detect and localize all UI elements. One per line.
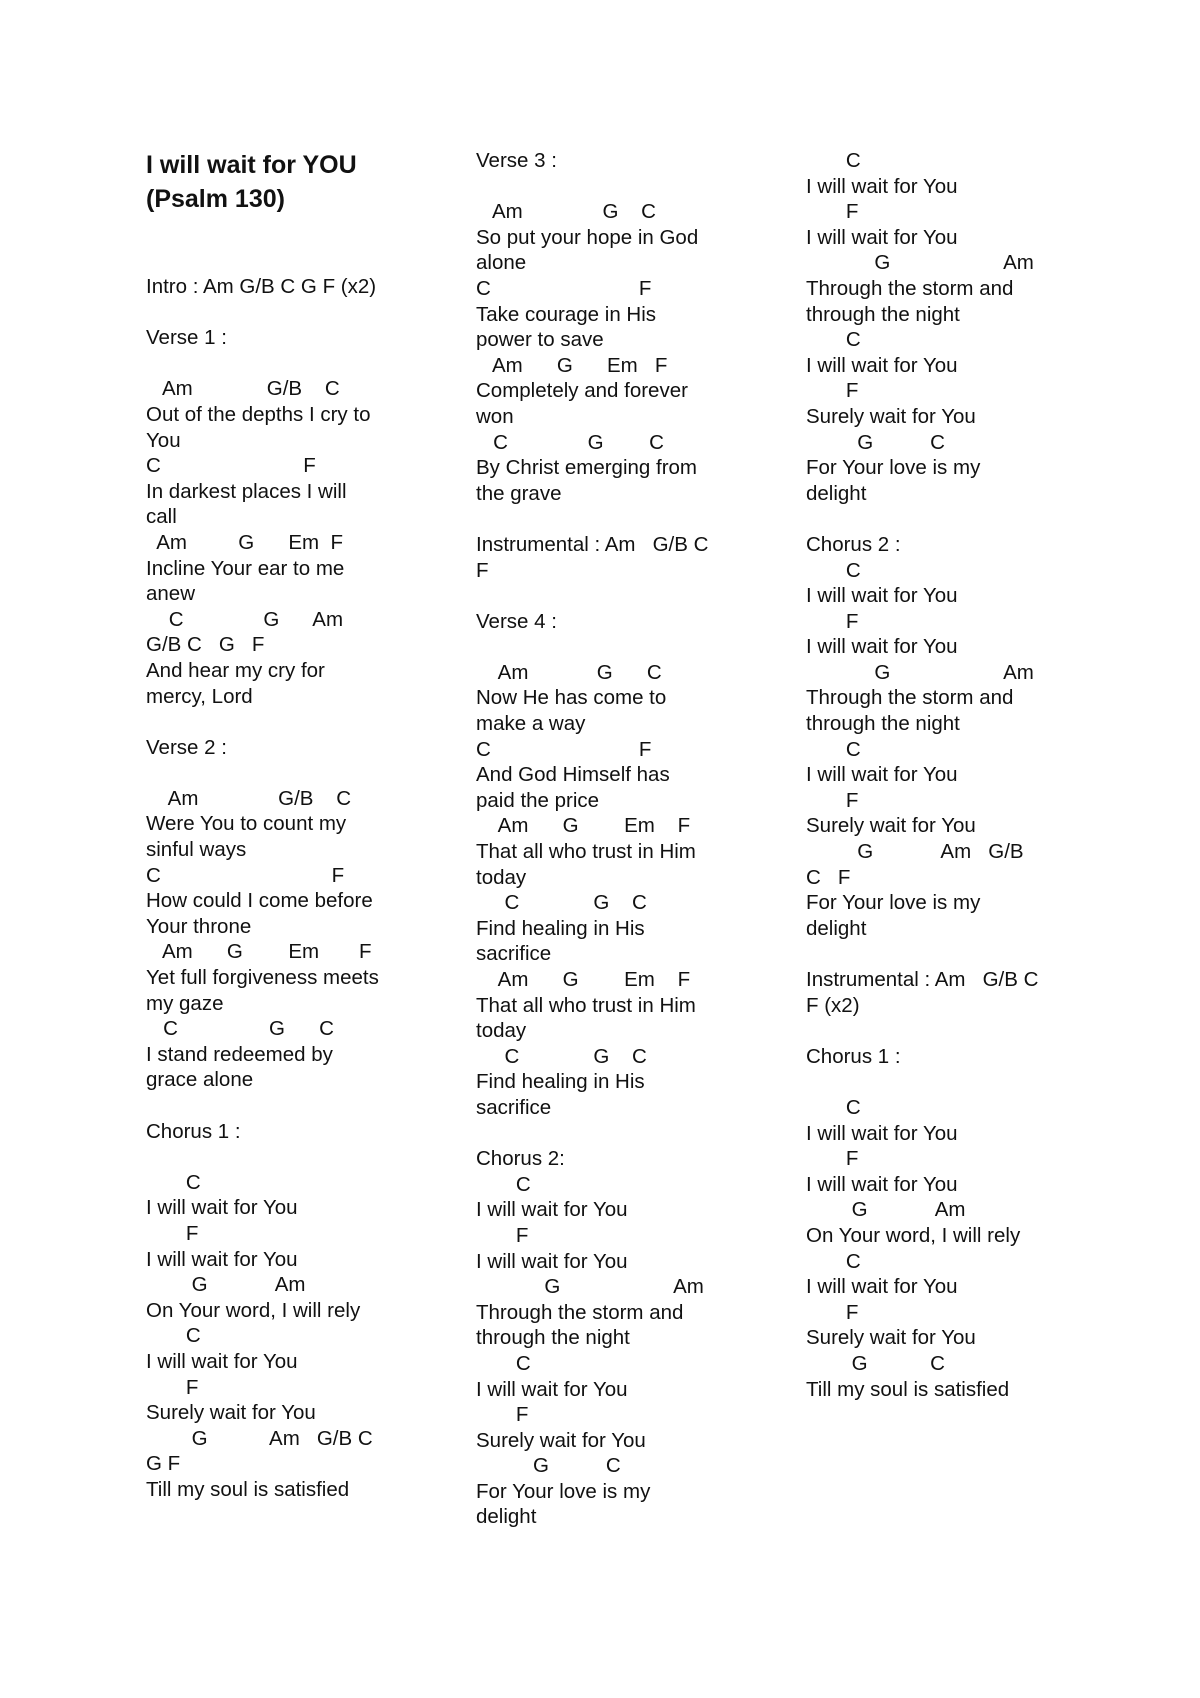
text-line: today [476,865,527,889]
text-line: And hear my cry for [146,658,325,682]
text-line: my gaze [146,991,224,1015]
text-line: I will wait for You [806,635,958,659]
text-line: That all who trust in Him [476,840,696,864]
text-line: So put your hope in God [476,225,699,249]
text-line: G Am [146,1273,306,1297]
text-line: Chorus 2: [476,1147,565,1171]
column-1-lines [146,274,456,1503]
text-line: F [806,1147,859,1171]
text-line: I will wait for You [806,763,958,787]
text-line: grace alone [146,1068,254,1092]
text-line: I will wait for You [476,1249,628,1273]
text-line: Chorus 2 : [806,532,901,556]
text-line: How could I come before [146,889,373,913]
text-line: Till my soul is satisfied [806,1377,1010,1401]
text-line: Find healing in His [476,1070,645,1094]
text-line: C F [476,276,652,300]
text-line: F [476,558,489,582]
blank-line [146,351,456,377]
text-line: And God Himself has [476,763,670,787]
text-line: the grave [476,481,562,505]
text-line: C [806,1249,861,1273]
column-2-lines [476,148,786,1530]
text-line: Am G Em F [476,814,691,838]
text-line: G Am [806,251,1034,275]
text-line: F [806,1300,859,1324]
text-line: through the night [476,1326,630,1350]
text-line: paid the price [476,788,600,812]
text-line: I will wait for You [806,225,958,249]
text-line: I will wait for You [806,1121,958,1145]
text-line: Through the storm and [476,1300,684,1324]
text-line: G Am G/B C [146,1426,373,1450]
text-line: G Am [806,1198,966,1222]
text-line: Take courage in His [476,302,657,326]
text-line: Surely wait for You [806,404,976,428]
text-line: Verse 3 : [476,149,557,172]
text-line: For Your love is my [476,1479,651,1503]
text-line: I will wait for You [806,1275,958,1299]
text-line: For Your love is my [806,456,981,480]
blank-line [476,1121,786,1147]
text-line: through the night [806,712,960,736]
text-line: I will wait for You [806,174,958,198]
text-line: Till my soul is satisfied [146,1477,350,1501]
text-line: Incline Your ear to me [146,556,345,580]
blank-line [476,634,786,660]
text-line: C [806,558,861,582]
text-line: C [806,149,861,172]
text-line: Verse 2 : [146,735,227,759]
text-line: I will wait for You [806,1172,958,1196]
text-line: anew [146,582,196,606]
blank-line [146,709,456,735]
text-line: Surely wait for You [146,1401,316,1425]
text-line: Through the storm and [806,686,1014,710]
column-1 [146,148,456,1503]
text-line: I will wait for You [806,584,958,608]
text-line: Through the storm and [806,276,1014,300]
text-line: I will wait for You [146,1349,298,1373]
blank-line [476,506,786,532]
text-line: Am G Em F [146,940,372,964]
text-line: Am G C [476,660,662,684]
text-line: G C [806,1351,945,1375]
text-line: G Am G/B [806,840,1024,864]
text-line: Verse 1 : [146,326,227,350]
text-line: I stand redeemed by [146,1042,333,1066]
text-line: I will wait for You [806,353,958,377]
text-line: Am G/B C [146,377,340,401]
text-line: Out of the depths I cry to [146,402,371,426]
text-line: C G C [146,1017,334,1041]
blank-line [806,941,1116,967]
text-line: C [806,328,861,352]
text-line: mercy, Lord [146,684,253,708]
text-line: For Your love is my [806,891,981,915]
text-line: C F [146,863,345,887]
text-line: Surely wait for You [806,1326,976,1350]
song-title: I will wait for YOU (Psalm 130) [146,151,357,213]
text-line: F [146,1375,199,1399]
text-line: C [146,1170,201,1194]
text-line: In darkest places I will [146,479,347,503]
text-line: I will wait for You [476,1198,628,1222]
text-line: F [806,788,859,812]
blank-line [806,1069,1116,1095]
text-line: I will wait for You [146,1196,298,1220]
text-line: Completely and forever [476,379,688,403]
text-line: F (x2) [806,993,860,1017]
text-line: C [806,737,861,761]
text-line: C F [806,865,851,889]
text-line: Your throne [146,914,252,938]
text-line: C G C [476,891,647,915]
text-line: I will wait for You [146,1247,298,1271]
text-line: You [146,428,181,452]
text-line: F [476,1223,529,1247]
column-3 [806,148,1116,1402]
text-line: C [476,1172,531,1196]
text-line: make a way [476,712,586,736]
blank-line [146,760,456,786]
text-line: F [806,379,859,403]
text-line: delight [806,916,867,940]
text-line: C [476,1351,531,1375]
text-line: Verse 4 : [476,609,557,633]
text-line: Now He has come to [476,686,667,710]
text-line: Were You to count my [146,812,347,836]
text-line: G Am [476,1275,704,1299]
text-line: C [806,1095,861,1119]
column-2 [476,148,786,1530]
blank-line [476,174,786,200]
text-line: sinful ways [146,838,247,862]
text-line: C G C [476,1044,647,1068]
text-line: Yet full forgiveness meets [146,966,379,990]
text-line: C F [146,454,316,478]
text-line: G/B C G F [146,633,265,657]
text-line: G F [146,1452,181,1476]
text-line: C G C [476,430,664,454]
blank-line [806,506,1116,532]
text-line: through the night [806,302,960,326]
text-line: Surely wait for You [476,1428,646,1452]
text-line: Intro : Am G/B C G F (x2) [146,275,377,298]
text-line: today [476,1019,527,1043]
text-line: Am G Em F [476,968,691,991]
blank-line [806,1018,1116,1044]
text-line: On Your word, I will rely [806,1223,1021,1247]
text-line: G Am [806,660,1034,684]
column-3-lines [806,148,1116,1402]
blank-line [476,583,786,609]
text-line: Chorus 1 : [806,1044,901,1068]
blank-line [146,1093,456,1119]
text-line: C [146,1324,201,1348]
text-line: Surely wait for You [806,814,976,838]
text-line: call [146,505,177,529]
text-line: delight [806,481,867,505]
text-line: Am G Em F [476,353,668,377]
text-line: Instrumental : Am G/B C [476,532,709,556]
title-spacer [146,216,456,274]
text-line: F [806,200,859,224]
text-line: Find healing in His [476,916,645,940]
text-line: Instrumental : Am G/B C [806,968,1039,991]
text-line: won [476,404,514,428]
text-line: C F [476,737,652,761]
text-line: On Your word, I will rely [146,1298,361,1322]
text-line: That all who trust in Him [476,993,696,1017]
text-line: F [146,1221,199,1245]
text-line: sacrifice [476,1095,552,1119]
text-line: I will wait for You [476,1377,628,1401]
text-line: C G Am [146,607,344,631]
text-line: F [476,1403,529,1427]
text-line: F [806,609,859,633]
text-line: Am G C [476,200,656,224]
text-line: delight [476,1505,537,1529]
text-line: Am G/B C [146,786,352,810]
text-line: Chorus 1 : [146,1119,241,1143]
text-line: alone [476,251,527,275]
text-line: By Christ emerging from [476,456,698,480]
text-line: power to save [476,328,604,352]
text-line: sacrifice [476,942,552,966]
text-line: G C [806,430,945,454]
blank-line [146,1144,456,1170]
text-line: G C [476,1454,621,1478]
blank-line [146,300,456,326]
text-line: Am G Em F [146,530,344,554]
